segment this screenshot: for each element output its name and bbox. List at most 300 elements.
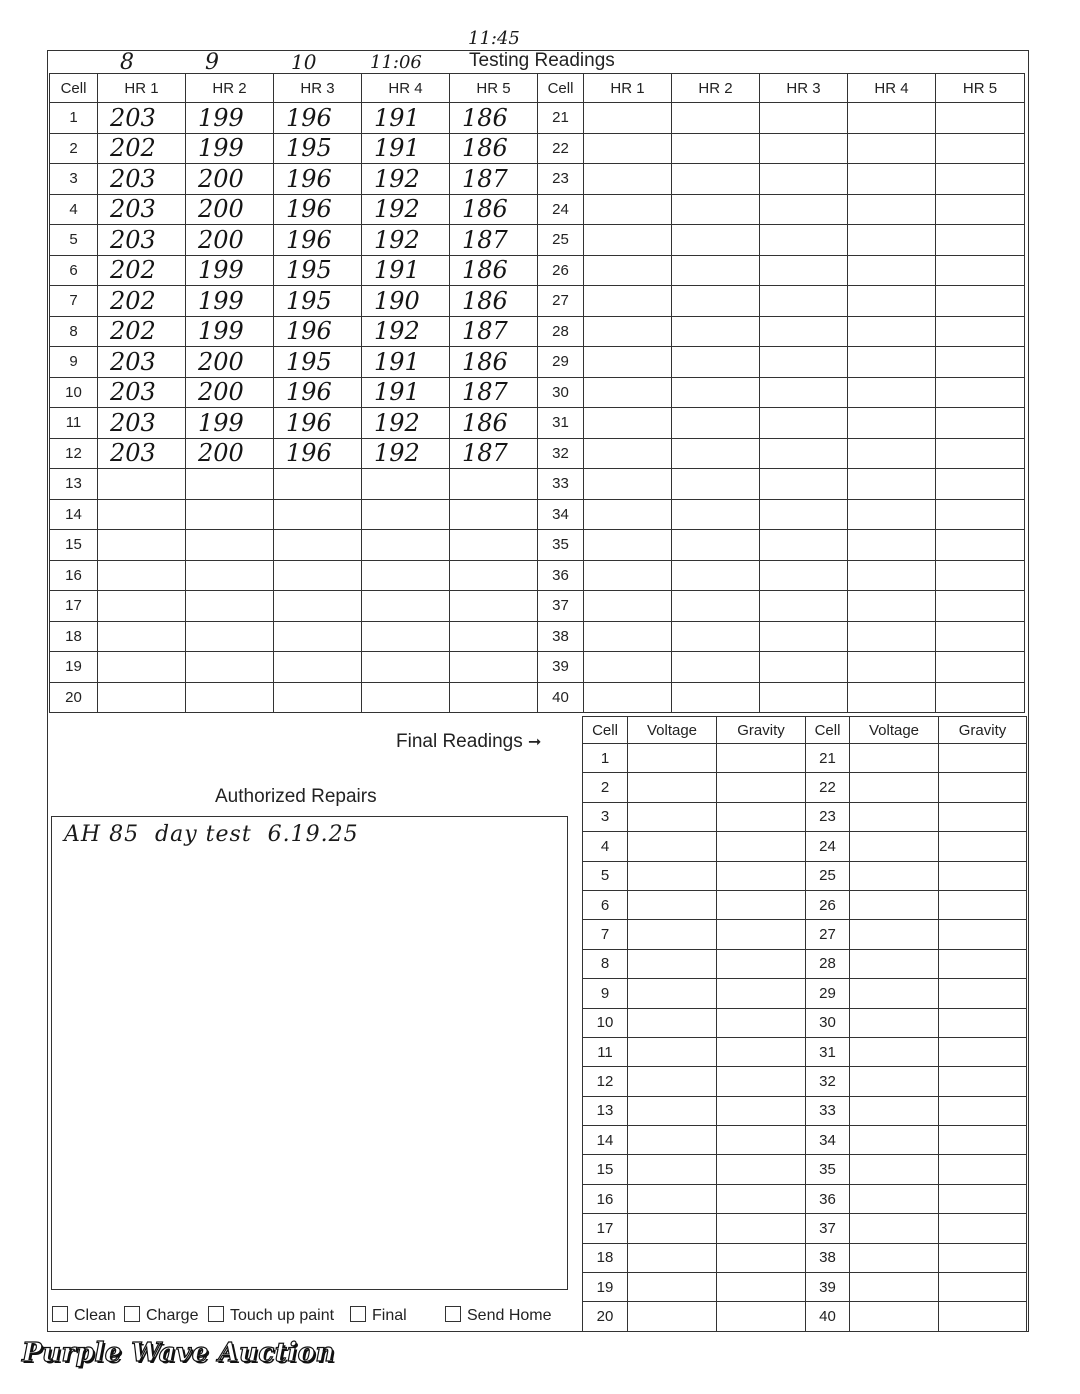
voltage-cell[interactable] bbox=[850, 773, 939, 802]
reading-cell[interactable] bbox=[936, 225, 1025, 256]
gravity-cell[interactable] bbox=[717, 1243, 806, 1272]
reading-cell[interactable] bbox=[450, 652, 538, 683]
reading-cell[interactable]: 196 bbox=[274, 438, 362, 469]
voltage-cell[interactable] bbox=[628, 920, 717, 949]
reading-cell[interactable]: 191 bbox=[362, 133, 450, 164]
reading-cell[interactable] bbox=[672, 499, 760, 530]
reading-cell[interactable] bbox=[450, 560, 538, 591]
voltage-cell[interactable] bbox=[628, 1155, 717, 1184]
reading-cell[interactable] bbox=[274, 682, 362, 713]
reading-cell[interactable] bbox=[362, 621, 450, 652]
reading-cell[interactable] bbox=[362, 469, 450, 500]
checkbox-box[interactable] bbox=[52, 1306, 68, 1322]
reading-cell[interactable] bbox=[584, 621, 672, 652]
gravity-cell[interactable] bbox=[939, 1243, 1027, 1272]
reading-cell[interactable] bbox=[98, 682, 186, 713]
gravity-cell[interactable] bbox=[939, 1126, 1027, 1155]
reading-cell[interactable] bbox=[98, 591, 186, 622]
reading-cell[interactable] bbox=[936, 316, 1025, 347]
reading-cell[interactable]: 199 bbox=[186, 316, 274, 347]
reading-cell[interactable] bbox=[936, 682, 1025, 713]
reading-cell[interactable] bbox=[450, 591, 538, 622]
reading-cell[interactable] bbox=[848, 408, 936, 439]
reading-cell[interactable] bbox=[760, 591, 848, 622]
reading-cell[interactable] bbox=[274, 560, 362, 591]
gravity-cell[interactable] bbox=[939, 1096, 1027, 1125]
reading-cell[interactable] bbox=[672, 560, 760, 591]
voltage-cell[interactable] bbox=[850, 832, 939, 861]
voltage-cell[interactable] bbox=[628, 1096, 717, 1125]
reading-cell[interactable] bbox=[936, 164, 1025, 195]
reading-cell[interactable] bbox=[936, 560, 1025, 591]
reading-cell[interactable] bbox=[760, 225, 848, 256]
reading-cell[interactable] bbox=[584, 133, 672, 164]
reading-cell[interactable]: 203 bbox=[98, 377, 186, 408]
cell-number: 34 bbox=[538, 499, 584, 530]
voltage-cell[interactable] bbox=[850, 1155, 939, 1184]
reading-cell[interactable]: 203 bbox=[98, 408, 186, 439]
reading-cell[interactable]: 186 bbox=[450, 194, 538, 225]
reading-cell[interactable] bbox=[760, 103, 848, 134]
reading-cell[interactable]: 187 bbox=[450, 225, 538, 256]
cell-number: 23 bbox=[538, 164, 584, 195]
reading-cell[interactable] bbox=[98, 560, 186, 591]
reading-cell[interactable] bbox=[584, 194, 672, 225]
reading-cell[interactable] bbox=[848, 225, 936, 256]
reading-cell[interactable] bbox=[186, 499, 274, 530]
reading-cell[interactable] bbox=[672, 347, 760, 378]
reading-cell[interactable]: 200 bbox=[186, 438, 274, 469]
reading-cell[interactable] bbox=[584, 530, 672, 561]
reading-cell[interactable] bbox=[98, 530, 186, 561]
reading-cell[interactable] bbox=[584, 286, 672, 317]
voltage-cell[interactable] bbox=[628, 1067, 717, 1096]
reading-cell[interactable] bbox=[450, 682, 538, 713]
reading-cell[interactable]: 200 bbox=[186, 194, 274, 225]
voltage-cell[interactable] bbox=[628, 1243, 717, 1272]
reading-cell[interactable]: 203 bbox=[98, 438, 186, 469]
reading-cell[interactable]: 190 bbox=[362, 286, 450, 317]
reading-cell[interactable] bbox=[450, 530, 538, 561]
reading-cell[interactable]: 187 bbox=[450, 316, 538, 347]
voltage-cell[interactable] bbox=[628, 890, 717, 919]
reading-cell[interactable] bbox=[760, 560, 848, 591]
reading-cell[interactable] bbox=[584, 255, 672, 286]
reading-cell[interactable]: 187 bbox=[450, 164, 538, 195]
reading-cell[interactable] bbox=[450, 469, 538, 500]
reading-cell[interactable] bbox=[584, 560, 672, 591]
voltage-cell[interactable] bbox=[850, 1184, 939, 1213]
checkbox-final[interactable] bbox=[350, 1306, 407, 1325]
gravity-cell[interactable] bbox=[717, 1214, 806, 1243]
reading-cell[interactable] bbox=[848, 652, 936, 683]
gravity-cell[interactable] bbox=[939, 1155, 1027, 1184]
reading-cell[interactable] bbox=[936, 133, 1025, 164]
reading-cell[interactable] bbox=[848, 377, 936, 408]
reading-cell[interactable] bbox=[936, 438, 1025, 469]
reading-cell[interactable] bbox=[848, 316, 936, 347]
voltage-cell[interactable] bbox=[850, 920, 939, 949]
reading-cell[interactable]: 195 bbox=[274, 255, 362, 286]
reading-cell[interactable]: 192 bbox=[362, 164, 450, 195]
gravity-cell[interactable] bbox=[717, 1155, 806, 1184]
gravity-cell[interactable] bbox=[717, 1067, 806, 1096]
checkbox-box[interactable] bbox=[350, 1306, 366, 1322]
reading-cell[interactable] bbox=[672, 652, 760, 683]
reading-cell[interactable]: 196 bbox=[274, 103, 362, 134]
table-row bbox=[50, 682, 1025, 713]
voltage-cell[interactable] bbox=[850, 979, 939, 1008]
reading-cell[interactable] bbox=[186, 469, 274, 500]
reading-cell[interactable] bbox=[362, 591, 450, 622]
reading-cell[interactable] bbox=[848, 530, 936, 561]
reading-cell[interactable]: 191 bbox=[362, 255, 450, 286]
gravity-cell[interactable] bbox=[717, 1273, 806, 1302]
reading-cell[interactable] bbox=[186, 530, 274, 561]
gravity-cell[interactable] bbox=[939, 1184, 1027, 1213]
reading-cell[interactable] bbox=[672, 316, 760, 347]
reading-cell[interactable] bbox=[672, 621, 760, 652]
reading-cell[interactable]: 196 bbox=[274, 194, 362, 225]
reading-cell[interactable] bbox=[848, 286, 936, 317]
reading-cell[interactable] bbox=[848, 621, 936, 652]
reading-cell[interactable] bbox=[362, 682, 450, 713]
voltage-cell[interactable] bbox=[628, 949, 717, 978]
reading-cell[interactable] bbox=[450, 621, 538, 652]
reading-cell[interactable] bbox=[672, 286, 760, 317]
reading-cell[interactable] bbox=[936, 194, 1025, 225]
checkbox-box[interactable] bbox=[124, 1306, 140, 1322]
reading-cell[interactable] bbox=[760, 652, 848, 683]
reading-cell[interactable]: 203 bbox=[98, 164, 186, 195]
gravity-cell[interactable] bbox=[939, 773, 1027, 802]
reading-cell[interactable] bbox=[672, 469, 760, 500]
reading-cell[interactable] bbox=[936, 499, 1025, 530]
reading-cell[interactable] bbox=[450, 499, 538, 530]
reading-cell[interactable] bbox=[936, 530, 1025, 561]
reading-cell[interactable] bbox=[760, 347, 848, 378]
reading-cell[interactable] bbox=[186, 560, 274, 591]
reading-cell[interactable] bbox=[672, 591, 760, 622]
gravity-cell[interactable] bbox=[939, 861, 1027, 890]
gravity-cell[interactable] bbox=[939, 890, 1027, 919]
reading-cell[interactable] bbox=[584, 652, 672, 683]
voltage-cell[interactable] bbox=[628, 1273, 717, 1302]
gravity-cell[interactable] bbox=[717, 890, 806, 919]
gravity-cell[interactable] bbox=[717, 979, 806, 1008]
gravity-cell[interactable] bbox=[717, 949, 806, 978]
reading-cell[interactable]: 186 bbox=[450, 286, 538, 317]
reading-cell[interactable] bbox=[848, 591, 936, 622]
reading-cell[interactable] bbox=[584, 347, 672, 378]
reading-cell[interactable] bbox=[936, 408, 1025, 439]
voltage-cell[interactable] bbox=[628, 1126, 717, 1155]
voltage-cell[interactable] bbox=[850, 890, 939, 919]
reading-cell[interactable] bbox=[186, 621, 274, 652]
reading-cell[interactable] bbox=[848, 255, 936, 286]
gravity-cell[interactable] bbox=[717, 744, 806, 773]
reading-cell[interactable]: 195 bbox=[274, 286, 362, 317]
reading-cell[interactable]: 186 bbox=[450, 133, 538, 164]
reading-cell[interactable]: 195 bbox=[274, 133, 362, 164]
reading-cell[interactable] bbox=[672, 164, 760, 195]
reading-cell[interactable] bbox=[274, 621, 362, 652]
reading-cell[interactable] bbox=[760, 408, 848, 439]
reading-cell[interactable] bbox=[362, 652, 450, 683]
reading-cell[interactable]: 195 bbox=[274, 347, 362, 378]
reading-cell[interactable]: 192 bbox=[362, 408, 450, 439]
gravity-cell[interactable] bbox=[939, 920, 1027, 949]
reading-cell[interactable] bbox=[672, 438, 760, 469]
reading-cell[interactable]: 199 bbox=[186, 133, 274, 164]
reading-cell[interactable] bbox=[848, 499, 936, 530]
reading-cell[interactable]: 187 bbox=[450, 438, 538, 469]
reading-cell[interactable]: 200 bbox=[186, 164, 274, 195]
reading-cell[interactable] bbox=[672, 225, 760, 256]
reading-cell[interactable]: 199 bbox=[186, 408, 274, 439]
gravity-cell[interactable] bbox=[939, 1214, 1027, 1243]
voltage-cell[interactable] bbox=[628, 802, 717, 831]
gravity-cell[interactable] bbox=[939, 802, 1027, 831]
reading-cell[interactable]: 186 bbox=[450, 255, 538, 286]
reading-cell[interactable] bbox=[274, 652, 362, 683]
reading-cell[interactable] bbox=[848, 560, 936, 591]
reading-cell[interactable] bbox=[936, 652, 1025, 683]
reading-cell[interactable] bbox=[672, 194, 760, 225]
reading-cell[interactable] bbox=[760, 621, 848, 652]
reading-cell[interactable]: 203 bbox=[98, 225, 186, 256]
reading-cell[interactable]: 203 bbox=[98, 194, 186, 225]
voltage-cell[interactable] bbox=[850, 949, 939, 978]
reading-cell[interactable] bbox=[584, 469, 672, 500]
voltage-cell[interactable] bbox=[850, 1096, 939, 1125]
reading-cell[interactable] bbox=[672, 133, 760, 164]
reading-cell[interactable] bbox=[584, 438, 672, 469]
voltage-cell[interactable] bbox=[628, 979, 717, 1008]
reading-cell[interactable]: 196 bbox=[274, 225, 362, 256]
gravity-cell[interactable] bbox=[717, 832, 806, 861]
gravity-cell[interactable] bbox=[939, 979, 1027, 1008]
reading-cell[interactable] bbox=[936, 621, 1025, 652]
gravity-cell[interactable] bbox=[717, 1184, 806, 1213]
reading-cell[interactable] bbox=[186, 682, 274, 713]
voltage-cell[interactable] bbox=[850, 1214, 939, 1243]
voltage-cell[interactable] bbox=[850, 1273, 939, 1302]
reading-cell[interactable] bbox=[274, 499, 362, 530]
reading-cell[interactable] bbox=[760, 530, 848, 561]
reading-cell[interactable] bbox=[760, 133, 848, 164]
voltage-cell[interactable] bbox=[628, 1214, 717, 1243]
voltage-cell[interactable] bbox=[628, 1037, 717, 1066]
reading-cell[interactable]: 199 bbox=[186, 286, 274, 317]
reading-cell[interactable]: 203 bbox=[98, 347, 186, 378]
reading-cell[interactable] bbox=[362, 560, 450, 591]
voltage-cell[interactable] bbox=[850, 1243, 939, 1272]
reading-cell[interactable]: 191 bbox=[362, 347, 450, 378]
reading-cell[interactable] bbox=[98, 469, 186, 500]
reading-cell[interactable] bbox=[98, 652, 186, 683]
reading-cell[interactable]: 196 bbox=[274, 408, 362, 439]
reading-cell[interactable]: 186 bbox=[450, 408, 538, 439]
reading-cell[interactable] bbox=[584, 682, 672, 713]
gravity-cell[interactable] bbox=[717, 1302, 806, 1331]
reading-cell[interactable] bbox=[274, 530, 362, 561]
cell-number: 34 bbox=[806, 1126, 850, 1155]
gravity-cell[interactable] bbox=[717, 861, 806, 890]
reading-cell[interactable] bbox=[584, 225, 672, 256]
voltage-cell[interactable] bbox=[850, 744, 939, 773]
reading-cell[interactable] bbox=[936, 469, 1025, 500]
reading-cell[interactable] bbox=[936, 286, 1025, 317]
gravity-cell[interactable] bbox=[939, 1302, 1027, 1331]
reading-cell[interactable]: 203 bbox=[98, 103, 186, 134]
reading-cell[interactable]: 192 bbox=[362, 316, 450, 347]
reading-cell[interactable]: 200 bbox=[186, 225, 274, 256]
voltage-cell[interactable] bbox=[628, 744, 717, 773]
reading-cell[interactable] bbox=[584, 591, 672, 622]
reading-cell[interactable]: 202 bbox=[98, 255, 186, 286]
voltage-cell[interactable] bbox=[628, 832, 717, 861]
reading-cell[interactable] bbox=[848, 469, 936, 500]
table-row bbox=[50, 621, 1025, 652]
reading-cell[interactable]: 192 bbox=[362, 225, 450, 256]
reading-cell[interactable]: 202 bbox=[98, 133, 186, 164]
reading-cell[interactable]: 191 bbox=[362, 103, 450, 134]
reading-cell[interactable]: 202 bbox=[98, 316, 186, 347]
reading-cell[interactable]: 200 bbox=[186, 377, 274, 408]
reading-cell[interactable] bbox=[98, 499, 186, 530]
reading-cell[interactable]: 202 bbox=[98, 286, 186, 317]
reading-cell[interactable] bbox=[672, 103, 760, 134]
reading-cell[interactable] bbox=[672, 377, 760, 408]
reading-cell[interactable] bbox=[848, 164, 936, 195]
reading-cell[interactable]: 199 bbox=[186, 103, 274, 134]
reading-cell[interactable] bbox=[584, 377, 672, 408]
reading-cell[interactable] bbox=[848, 133, 936, 164]
voltage-cell[interactable] bbox=[628, 861, 717, 890]
gravity-cell[interactable] bbox=[939, 1037, 1027, 1066]
reading-cell[interactable] bbox=[760, 438, 848, 469]
gravity-cell[interactable] bbox=[939, 1008, 1027, 1037]
reading-cell[interactable] bbox=[848, 682, 936, 713]
reading-cell[interactable] bbox=[274, 591, 362, 622]
reading-cell[interactable] bbox=[362, 530, 450, 561]
reading-cell[interactable] bbox=[760, 499, 848, 530]
reading-cell[interactable]: 196 bbox=[274, 164, 362, 195]
reading-cell[interactable] bbox=[760, 682, 848, 713]
reading-cell[interactable] bbox=[760, 164, 848, 195]
reading-cell[interactable] bbox=[760, 255, 848, 286]
reading-cell[interactable] bbox=[760, 286, 848, 317]
reading-cell[interactable]: 187 bbox=[450, 377, 538, 408]
cell-number: 22 bbox=[538, 133, 584, 164]
reading-cell[interactable] bbox=[672, 255, 760, 286]
reading-cell[interactable] bbox=[584, 408, 672, 439]
checkbox-box[interactable] bbox=[445, 1306, 461, 1322]
reading-cell[interactable] bbox=[274, 469, 362, 500]
gravity-cell[interactable] bbox=[939, 949, 1027, 978]
reading-cell[interactable] bbox=[672, 408, 760, 439]
voltage-cell[interactable] bbox=[850, 1126, 939, 1155]
reading-cell[interactable] bbox=[584, 164, 672, 195]
reading-cell[interactable]: 186 bbox=[450, 103, 538, 134]
gravity-cell[interactable] bbox=[939, 1273, 1027, 1302]
gravity-cell[interactable] bbox=[717, 920, 806, 949]
gravity-cell[interactable] bbox=[717, 802, 806, 831]
authorized-repairs-box[interactable] bbox=[51, 816, 568, 1290]
gravity-cell[interactable] bbox=[717, 773, 806, 802]
checkbox-send-home[interactable] bbox=[445, 1306, 552, 1325]
reading-cell[interactable] bbox=[760, 316, 848, 347]
reading-cell[interactable] bbox=[848, 347, 936, 378]
reading-cell[interactable] bbox=[760, 377, 848, 408]
reading-cell[interactable]: 199 bbox=[186, 255, 274, 286]
voltage-cell[interactable] bbox=[628, 773, 717, 802]
reading-cell[interactable]: 186 bbox=[450, 347, 538, 378]
reading-cell[interactable] bbox=[186, 652, 274, 683]
reading-cell[interactable]: 200 bbox=[186, 347, 274, 378]
reading-cell[interactable] bbox=[760, 194, 848, 225]
voltage-cell[interactable] bbox=[850, 861, 939, 890]
checkbox-touch-up-paint[interactable] bbox=[208, 1306, 334, 1325]
gravity-cell[interactable] bbox=[939, 1067, 1027, 1096]
reading-cell[interactable] bbox=[98, 621, 186, 652]
reading-cell[interactable]: 196 bbox=[274, 377, 362, 408]
gravity-cell[interactable] bbox=[939, 832, 1027, 861]
gravity-cell[interactable] bbox=[717, 1008, 806, 1037]
reading-cell[interactable] bbox=[936, 347, 1025, 378]
reading-cell[interactable] bbox=[848, 438, 936, 469]
voltage-cell[interactable] bbox=[850, 1302, 939, 1331]
reading-cell[interactable] bbox=[848, 103, 936, 134]
voltage-cell[interactable] bbox=[850, 802, 939, 831]
reading-cell[interactable] bbox=[584, 316, 672, 347]
reading-cell[interactable]: 192 bbox=[362, 194, 450, 225]
gravity-cell[interactable] bbox=[717, 1037, 806, 1066]
reading-cell[interactable] bbox=[584, 103, 672, 134]
reading-cell[interactable] bbox=[760, 469, 848, 500]
reading-cell[interactable] bbox=[848, 194, 936, 225]
table-row bbox=[583, 1096, 1027, 1125]
reading-cell[interactable] bbox=[584, 499, 672, 530]
reading-cell[interactable]: 191 bbox=[362, 377, 450, 408]
gravity-cell[interactable] bbox=[717, 1126, 806, 1155]
gravity-cell[interactable] bbox=[717, 1096, 806, 1125]
reading-cell[interactable] bbox=[186, 591, 274, 622]
reading-cell[interactable]: 196 bbox=[274, 316, 362, 347]
reading-cell[interactable]: 192 bbox=[362, 438, 450, 469]
reading-cell[interactable] bbox=[936, 103, 1025, 134]
voltage-cell[interactable] bbox=[850, 1008, 939, 1037]
voltage-cell[interactable] bbox=[628, 1302, 717, 1331]
voltage-cell[interactable] bbox=[850, 1037, 939, 1066]
table-row bbox=[50, 408, 1025, 439]
checkbox-box[interactable] bbox=[208, 1306, 224, 1322]
voltage-cell[interactable] bbox=[628, 1184, 717, 1213]
reading-cell[interactable] bbox=[936, 377, 1025, 408]
checkbox-clean[interactable] bbox=[52, 1306, 116, 1325]
reading-cell[interactable] bbox=[936, 591, 1025, 622]
reading-cell[interactable] bbox=[936, 255, 1025, 286]
reading-cell[interactable] bbox=[362, 499, 450, 530]
checkbox-charge[interactable] bbox=[124, 1306, 198, 1325]
cell-number: 12 bbox=[50, 438, 98, 469]
reading-cell[interactable] bbox=[672, 530, 760, 561]
voltage-cell[interactable] bbox=[628, 1008, 717, 1037]
reading-cell[interactable] bbox=[672, 682, 760, 713]
voltage-cell[interactable] bbox=[850, 1067, 939, 1096]
gravity-cell[interactable] bbox=[939, 744, 1027, 773]
